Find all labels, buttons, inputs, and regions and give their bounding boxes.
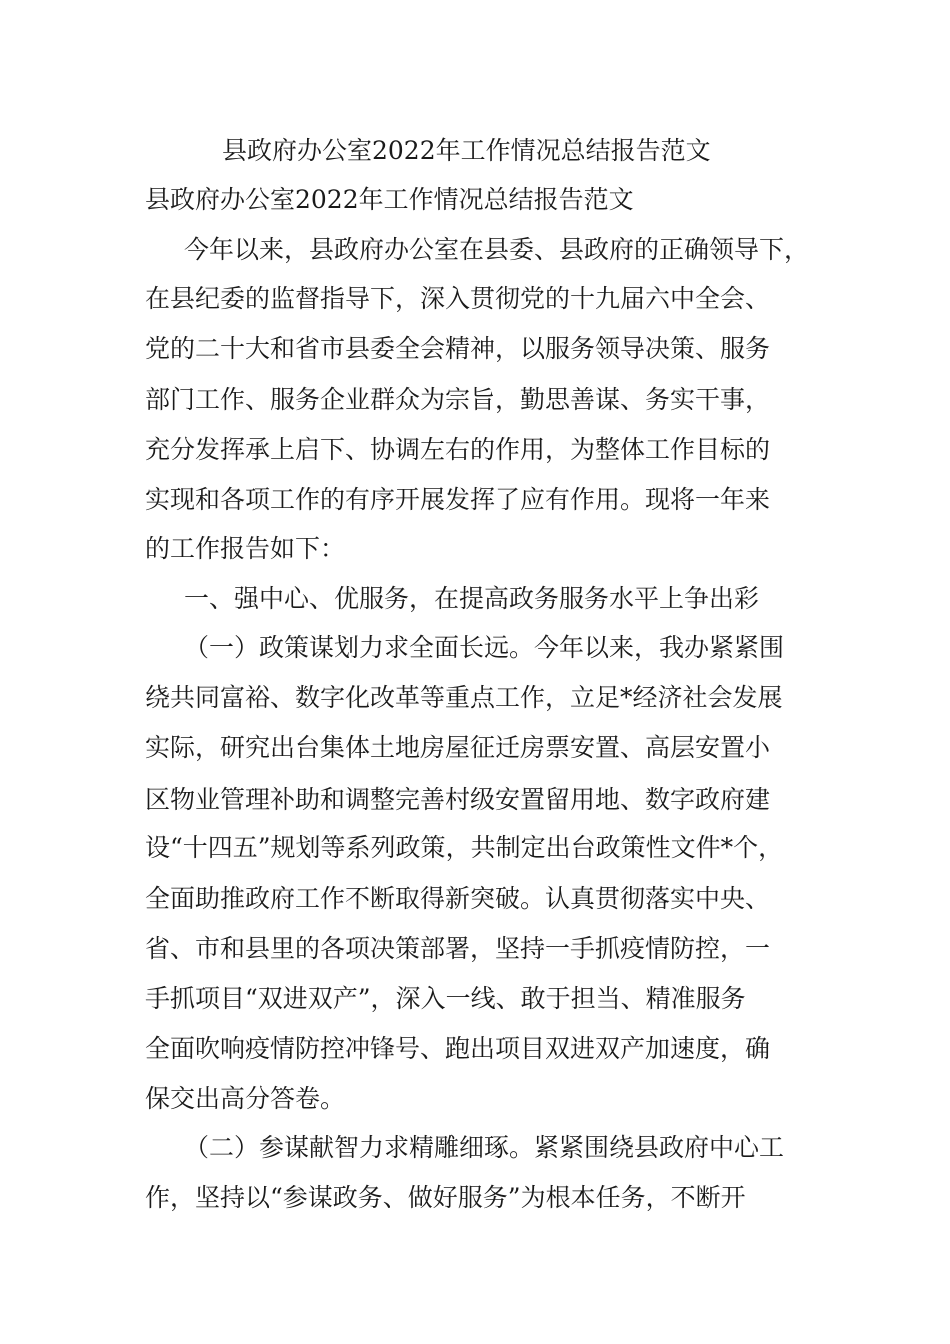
body-line: 部门工作、服务企业群众为宗旨，勤思善谋、务实干事， — [145, 385, 771, 414]
body-line: 设“十四五”规划等系列政策，共制定出台政策性文件*个， — [145, 833, 784, 862]
body-line: 在县纪委的监督指导下，深入贯彻党的十九届六中全会、 — [145, 284, 771, 313]
body-line: 手抓项目“双进双产”，深入一线、敢于担当、精准服务 — [145, 984, 746, 1013]
body-line: 省、市和县里的各项决策部署，坚持一手抓疫情防控，一 — [145, 934, 771, 963]
body-line: 作，坚持以“参谋政务、做好服务”为根本任务，不断开 — [145, 1183, 746, 1212]
body-line: 保交出高分答卷。 — [145, 1084, 346, 1113]
body-line: 实现和各项工作的有序开展发挥了应有作用。现将一年来 — [145, 485, 771, 514]
body-line: 绕共同富裕、数字化改革等重点工作，立足*经济社会发展 — [145, 683, 783, 712]
document-title: 县政府办公室2022年工作情况总结报告范文 — [222, 136, 711, 165]
body-line: 充分发挥承上启下、协调左右的作用，为整体工作目标的 — [145, 435, 771, 464]
document-subtitle: 县政府办公室2022年工作情况总结报告范文 — [145, 185, 634, 214]
body-line: 全面助推政府工作不断取得新突破。认真贯彻落实中央、 — [145, 884, 771, 913]
body-line: 区物业管理补助和调整完善村级安置留用地、数字政府建 — [145, 785, 771, 814]
body-line: 实际，研究出台集体土地房屋征迁房票安置、高层安置小 — [145, 733, 771, 762]
section-heading: 一、强中心、优服务，在提高政务服务水平上争出彩 — [184, 584, 760, 613]
body-line: （一）政策谋划力求全面长远。今年以来，我办紧紧围 — [184, 633, 785, 662]
body-line: 的工作报告如下： — [145, 534, 346, 563]
body-line: 今年以来，县政府办公室在县委、县政府的正确领导下， — [184, 235, 810, 264]
body-line: （二）参谋献智力求精雕细琢。紧紧围绕县政府中心工 — [184, 1133, 785, 1162]
body-line: 全面吹响疫情防控冲锋号、跑出项目双进双产加速度，确 — [145, 1034, 771, 1063]
body-line: 党的二十大和省市县委全会精神，以服务领导决策、服务 — [145, 334, 771, 363]
